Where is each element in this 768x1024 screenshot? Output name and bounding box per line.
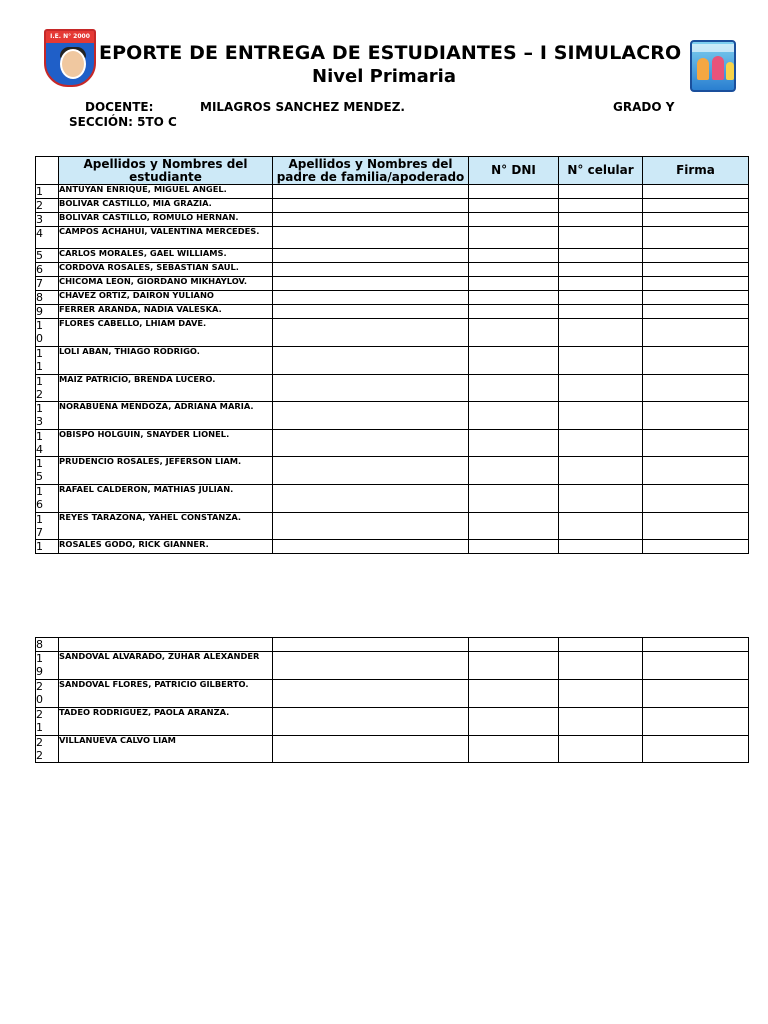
dni-cell[interactable] bbox=[469, 540, 559, 554]
row-number: 1 9 bbox=[36, 652, 59, 680]
parent-name-cell[interactable] bbox=[273, 540, 469, 554]
parent-name-cell[interactable] bbox=[273, 430, 469, 457]
firma-cell[interactable] bbox=[643, 736, 749, 763]
student-name-cell: CORDOVA ROSALES, SEBASTIAN SAUL. bbox=[59, 263, 273, 277]
logo-child-figure bbox=[712, 56, 724, 80]
header-firma: Firma bbox=[643, 157, 749, 185]
parent-name-cell[interactable] bbox=[273, 185, 469, 199]
student-name-cell: SANDOVAL FLORES, PATRICIO GILBERTO. bbox=[59, 680, 273, 708]
parent-name-cell[interactable] bbox=[273, 277, 469, 291]
table-row bbox=[36, 430, 749, 457]
parent-name-cell[interactable] bbox=[273, 708, 469, 736]
row-number: 8 bbox=[36, 638, 59, 652]
celular-cell[interactable] bbox=[559, 263, 643, 277]
header-number bbox=[36, 157, 59, 185]
parent-name-cell[interactable] bbox=[273, 347, 469, 375]
table-row bbox=[36, 213, 749, 227]
row-number: 2 1 bbox=[36, 708, 59, 736]
parent-name-cell[interactable] bbox=[273, 402, 469, 430]
table-row bbox=[36, 199, 749, 213]
row-number: 1 bbox=[36, 185, 59, 199]
celular-cell[interactable] bbox=[559, 347, 643, 375]
celular-cell[interactable] bbox=[559, 680, 643, 708]
table-row bbox=[36, 708, 749, 736]
student-name-cell: CHAVEZ ORTIZ, DAIRON YULIANO bbox=[59, 291, 273, 305]
table-row bbox=[36, 375, 749, 402]
table-row bbox=[36, 402, 749, 430]
parent-name-cell[interactable] bbox=[273, 457, 469, 485]
student-name-cell: VILLANUEVA CALVO LIAM bbox=[59, 736, 273, 763]
parent-name-cell[interactable] bbox=[273, 375, 469, 402]
row-number: 1 3 bbox=[36, 402, 59, 430]
row-number: 7 bbox=[36, 277, 59, 291]
dni-cell[interactable] bbox=[469, 652, 559, 680]
table-row bbox=[36, 513, 749, 540]
seccion-label: SECCIÓN: 5TO C bbox=[69, 115, 177, 129]
celular-cell[interactable] bbox=[559, 736, 643, 763]
row-number: 6 bbox=[36, 263, 59, 277]
header-dni: N° DNI bbox=[469, 157, 559, 185]
student-name-cell: OBISPO HOLGUIN, SNAYDER LIONEL. bbox=[59, 430, 273, 457]
celular-cell[interactable] bbox=[559, 319, 643, 347]
firma-cell[interactable] bbox=[643, 291, 749, 305]
student-name-cell: TADEO RODRIGUEZ, PAOLA ARANZA. bbox=[59, 708, 273, 736]
row-number: 1 4 bbox=[36, 430, 59, 457]
firma-cell[interactable] bbox=[643, 430, 749, 457]
docente-name: MILAGROS SANCHEZ MENDEZ. bbox=[200, 100, 405, 114]
celular-cell[interactable] bbox=[559, 430, 643, 457]
student-name-cell: FERRER ARANDA, NADIA VALESKA. bbox=[59, 305, 273, 319]
celular-cell[interactable] bbox=[559, 652, 643, 680]
firma-cell[interactable] bbox=[643, 305, 749, 319]
table-row bbox=[36, 540, 749, 554]
row-number: 5 bbox=[36, 249, 59, 263]
dni-cell[interactable] bbox=[469, 199, 559, 213]
dni-cell[interactable] bbox=[469, 213, 559, 227]
table-row bbox=[36, 263, 749, 277]
dni-cell[interactable] bbox=[469, 375, 559, 402]
header-celular: N° celular bbox=[559, 157, 643, 185]
dni-cell[interactable] bbox=[469, 347, 559, 375]
celular-cell[interactable] bbox=[559, 185, 643, 199]
table-row bbox=[36, 249, 749, 263]
firma-cell[interactable] bbox=[643, 638, 749, 652]
parent-name-cell[interactable] bbox=[273, 305, 469, 319]
firma-cell[interactable] bbox=[643, 249, 749, 263]
celular-cell[interactable] bbox=[559, 277, 643, 291]
firma-cell[interactable] bbox=[643, 319, 749, 347]
table-row bbox=[36, 736, 749, 763]
parent-name-cell[interactable] bbox=[273, 736, 469, 763]
table-row bbox=[36, 638, 749, 652]
celular-cell[interactable] bbox=[559, 708, 643, 736]
dni-cell[interactable] bbox=[469, 263, 559, 277]
dni-cell[interactable] bbox=[469, 430, 559, 457]
student-delivery-table bbox=[35, 156, 749, 554]
celular-cell[interactable] bbox=[559, 291, 643, 305]
row-number: 9 bbox=[36, 305, 59, 319]
student-name-cell: ANTUYAN ENRIQUE, MIGUEL ANGEL. bbox=[59, 185, 273, 199]
firma-cell[interactable] bbox=[643, 652, 749, 680]
celular-cell[interactable] bbox=[559, 227, 643, 249]
celular-cell[interactable] bbox=[559, 402, 643, 430]
table-row bbox=[36, 457, 749, 485]
table-row bbox=[36, 227, 749, 249]
dni-cell[interactable] bbox=[469, 513, 559, 540]
celular-cell[interactable] bbox=[559, 213, 643, 227]
dni-cell[interactable] bbox=[469, 305, 559, 319]
student-name-cell: LOLI ABAN, THIAGO RODRIGO. bbox=[59, 347, 273, 375]
table-row bbox=[36, 277, 749, 291]
table-row bbox=[36, 319, 749, 347]
student-name-cell: MAIZ PATRICIO, BRENDA LUCERO. bbox=[59, 375, 273, 402]
row-number: 1 0 bbox=[36, 319, 59, 347]
student-name-cell: NORABUENA MENDOZA, ADRIANA MARIA. bbox=[59, 402, 273, 430]
firma-cell[interactable] bbox=[643, 199, 749, 213]
grado-label: GRADO Y bbox=[613, 100, 675, 114]
firma-cell[interactable] bbox=[643, 540, 749, 554]
page-subtitle: Nivel Primaria bbox=[312, 66, 456, 87]
parent-name-cell[interactable] bbox=[273, 249, 469, 263]
celular-cell[interactable] bbox=[559, 638, 643, 652]
row-number: 1 6 bbox=[36, 485, 59, 513]
dni-cell[interactable] bbox=[469, 708, 559, 736]
student-name-cell: CHICOMA LEON, GIORDANO MIKHAYLOV. bbox=[59, 277, 273, 291]
student-name-cell bbox=[59, 638, 273, 652]
parent-name-cell[interactable] bbox=[273, 680, 469, 708]
parent-name-cell[interactable] bbox=[273, 213, 469, 227]
row-number: 1 1 bbox=[36, 347, 59, 375]
table-row bbox=[36, 347, 749, 375]
student-name-cell: PRUDENCIO ROSALES, JEFERSON LIAM. bbox=[59, 457, 273, 485]
parent-name-cell[interactable] bbox=[273, 513, 469, 540]
firma-cell[interactable] bbox=[643, 347, 749, 375]
row-number: 1 7 bbox=[36, 513, 59, 540]
table-row bbox=[36, 680, 749, 708]
logo-right-banner bbox=[692, 44, 734, 52]
docente-label: DOCENTE: bbox=[85, 100, 154, 114]
dni-cell[interactable] bbox=[469, 291, 559, 305]
dni-cell[interactable] bbox=[469, 185, 559, 199]
school-logo-right bbox=[690, 40, 736, 92]
table-row bbox=[36, 485, 749, 513]
student-name-cell: BOLIVAR CASTILLO, ROMULO HERNAN. bbox=[59, 213, 273, 227]
parent-name-cell[interactable] bbox=[273, 291, 469, 305]
firma-cell[interactable] bbox=[643, 263, 749, 277]
dni-cell[interactable] bbox=[469, 485, 559, 513]
firma-cell[interactable] bbox=[643, 513, 749, 540]
row-number: 2 bbox=[36, 199, 59, 213]
firma-cell[interactable] bbox=[643, 185, 749, 199]
parent-name-cell[interactable] bbox=[273, 638, 469, 652]
celular-cell[interactable] bbox=[559, 540, 643, 554]
celular-cell[interactable] bbox=[559, 485, 643, 513]
parent-name-cell[interactable] bbox=[273, 227, 469, 249]
dni-cell[interactable] bbox=[469, 249, 559, 263]
row-number: 1 bbox=[36, 540, 59, 554]
logo-child-figure bbox=[697, 58, 709, 80]
parent-name-cell[interactable] bbox=[273, 652, 469, 680]
parent-name-cell[interactable] bbox=[273, 319, 469, 347]
student-name-cell: CARLOS MORALES, GAEL WILLIAMS. bbox=[59, 249, 273, 263]
row-number: 2 0 bbox=[36, 680, 59, 708]
row-number: 8 bbox=[36, 291, 59, 305]
dni-cell[interactable] bbox=[469, 457, 559, 485]
table-row bbox=[36, 291, 749, 305]
celular-cell[interactable] bbox=[559, 249, 643, 263]
header-student-name: Apellidos y Nombres del estudiante bbox=[59, 157, 273, 185]
firma-cell[interactable] bbox=[643, 277, 749, 291]
row-number: 3 bbox=[36, 213, 59, 227]
firma-cell[interactable] bbox=[643, 708, 749, 736]
row-number: 1 5 bbox=[36, 457, 59, 485]
student-name-cell: CAMPOS ACHAHUI, VALENTINA MERCEDES. bbox=[59, 227, 273, 249]
logo-child-figure bbox=[726, 62, 734, 80]
dni-cell[interactable] bbox=[469, 319, 559, 347]
table-row bbox=[36, 185, 749, 199]
row-number: 1 2 bbox=[36, 375, 59, 402]
student-name-cell: SANDOVAL ALVARADO, ZUHAR ALEXANDER bbox=[59, 652, 273, 680]
student-name-cell: RAFAEL CALDERON, MATHIAS JULIAN. bbox=[59, 485, 273, 513]
celular-cell[interactable] bbox=[559, 457, 643, 485]
logo-band-text: I.E. N° 2000 bbox=[46, 31, 94, 43]
table-row bbox=[36, 305, 749, 319]
row-number: 4 bbox=[36, 227, 59, 249]
parent-name-cell[interactable] bbox=[273, 263, 469, 277]
student-delivery-table-continued bbox=[35, 637, 749, 763]
firma-cell[interactable] bbox=[643, 227, 749, 249]
row-number: 2 2 bbox=[36, 736, 59, 763]
dni-cell[interactable] bbox=[469, 680, 559, 708]
celular-cell[interactable] bbox=[559, 375, 643, 402]
student-name-cell: ROSALES GODO, RICK GIANNER. bbox=[59, 540, 273, 554]
firma-cell[interactable] bbox=[643, 485, 749, 513]
parent-name-cell[interactable] bbox=[273, 199, 469, 213]
celular-cell[interactable] bbox=[559, 513, 643, 540]
firma-cell[interactable] bbox=[643, 457, 749, 485]
dni-cell[interactable] bbox=[469, 402, 559, 430]
table-header-row bbox=[36, 157, 749, 185]
dni-cell[interactable] bbox=[469, 736, 559, 763]
page-title: EPORTE DE ENTREGA DE ESTUDIANTES – I SIMULACRO bbox=[99, 42, 682, 64]
firma-cell[interactable] bbox=[643, 213, 749, 227]
parent-name-cell[interactable] bbox=[273, 485, 469, 513]
dni-cell[interactable] bbox=[469, 638, 559, 652]
table-row bbox=[36, 652, 749, 680]
student-name-cell: REYES TARAZONA, YAHEL CONSTANZA. bbox=[59, 513, 273, 540]
firma-cell[interactable] bbox=[643, 402, 749, 430]
header-parent-name: Apellidos y Nombres del padre de familia/apoderado bbox=[273, 157, 469, 185]
dni-cell[interactable] bbox=[469, 277, 559, 291]
student-name-cell: FLORES CABELLO, LHIAM DAVE. bbox=[59, 319, 273, 347]
student-name-cell: BOLIVAR CASTILLO, MIA GRAZIA. bbox=[59, 199, 273, 213]
celular-cell[interactable] bbox=[559, 305, 643, 319]
dni-cell[interactable] bbox=[469, 227, 559, 249]
firma-cell[interactable] bbox=[643, 375, 749, 402]
celular-cell[interactable] bbox=[559, 199, 643, 213]
firma-cell[interactable] bbox=[643, 680, 749, 708]
